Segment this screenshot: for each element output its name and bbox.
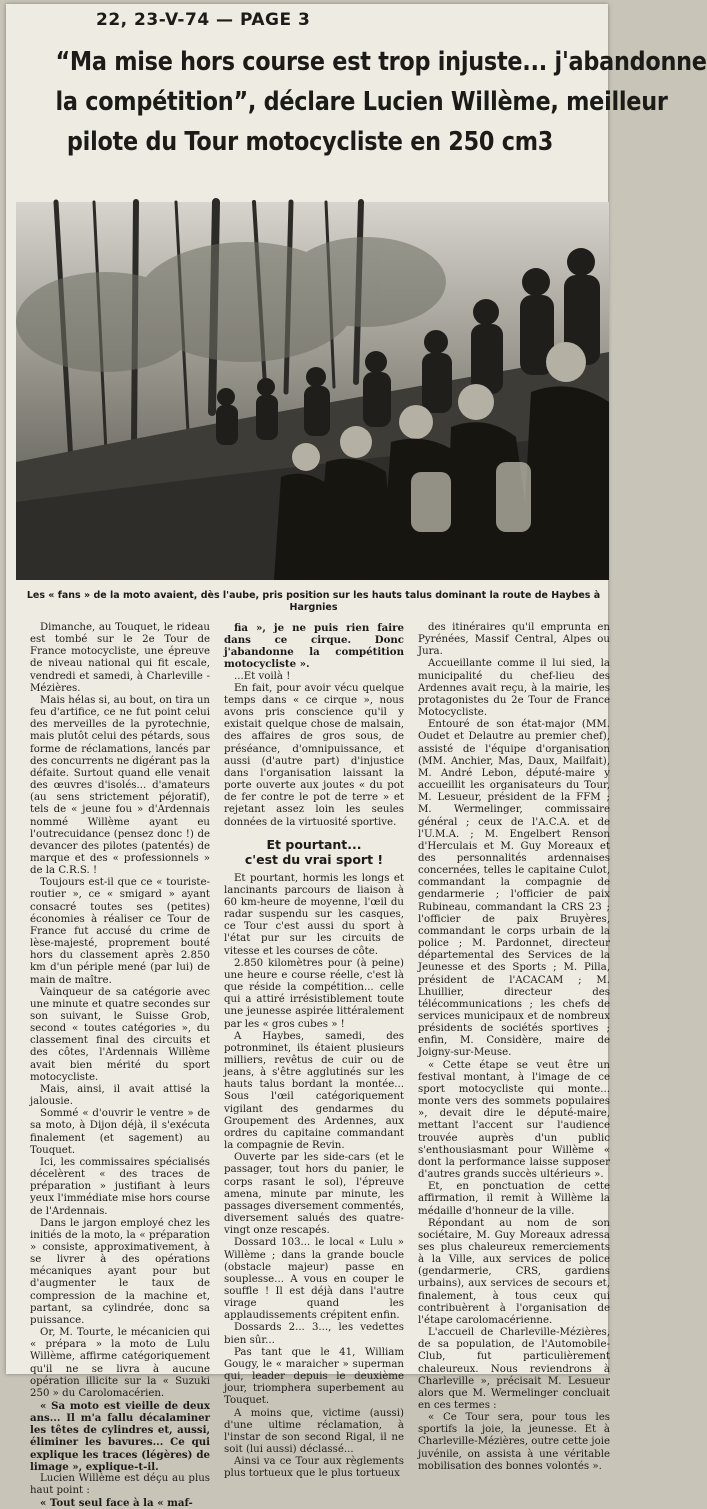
headline-line-1: “Ma mise hors course est trop injuste... j'abandonne bbox=[55, 47, 707, 77]
subhead-line-1: Et pourtant... bbox=[266, 836, 362, 852]
crowd-photo-image bbox=[16, 202, 609, 580]
paragraph: Mais hélas si, au bout, on tira un feu d'artifice, ce ne fut point celui des merveilles de la pyrotechnie, mais plutôt celui des pétards, sous forme de réclamations, lancés par des concurrents ne digérant pas la défaite. Surtout quand elle venait des œuvres d'isolés... d'amateurs (au sens strictement péjoratif), tels de « jeune fou » d'Ardennais nommé Willème ayant eu l'outrecuidance (pensez donc !) de devancer des pilotes (patentés) de marque et des « professionnels » de la C.R.S. ! bbox=[30, 694, 210, 877]
paragraph: Ainsi va ce Tour aux règlements plus tortueux que le plus tortueux bbox=[224, 1456, 404, 1480]
article-column-3 bbox=[418, 622, 611, 1472]
paragraph: des itinéraires qu'il emprunta en Pyrénées, Massif Central, Alpes ou Jura. bbox=[418, 622, 610, 658]
paragraph: Répondant au nom de son sociétaire, M. Guy Moreaux adressa ses plus chaleureux remerciements à la Ville, aux services de police (gendarmerie, CRS, gardiens urbains), aux services de secours et, finalement, à tous ceux qui contribuèrent à l'organisation de l'étape carolomacérienne. bbox=[418, 1217, 610, 1326]
paragraph: Vainqueur de sa catégorie avec une minute et quatre secondes sur son suivant, le Suisse Grob, second « toutes catégories », du classement final des circuits et des côtes, l'Ardennais Willème avait bien mérité du sport motocycliste. bbox=[30, 986, 210, 1083]
paragraph: Toujours est-il que ce « touriste-routier », ce « smigard » ayant consacré toutes ses (petites) économies à réaliser ce Tour de France fut accusé du crime de lèse-majesté, proprement bouté hors du classement après 2.850 km d'un périple mené (par lui) de main de maître. bbox=[30, 877, 210, 986]
paragraph: Dimanche, au Touquet, le rideau est tombé sur le 2e Tour de France motocycliste, une épreuve de niveau national qui fit escale, vendredi et samedi, à Charleville - Mézières. bbox=[30, 622, 210, 694]
paragraph-quote: « Sa moto est vieille de deux ans... Il m'a fallu décalaminer les têtes de cylindres et, aussi, éliminer les bavures... Ce qui explique les traces (légères) de limage », explique-t-il. bbox=[30, 1400, 210, 1473]
dateline: 22, 23-V-74 — PAGE 3 bbox=[96, 10, 311, 30]
article-column-1 bbox=[30, 622, 210, 1509]
paragraph: Mais, ainsi, il avait attisé la jalousie. bbox=[30, 1083, 210, 1108]
paragraph: Ici, les commissaires spécialisés décelèrent « des traces de préparation » justifiant à leurs yeux l'immédiate mise hors course de l'Ardennais. bbox=[30, 1156, 210, 1217]
paragraph: « Ce Tour sera, pour tous les sportifs la joie, la jeunesse. Et à Charleville-Mézières, outre cette joie juvénile, on assista à une véritable mobilisation des bonnes volontés ». bbox=[418, 1412, 611, 1472]
paragraph: Dossard 103... le local « Lulu » Willème ; dans la grande boucle (obstacle majeur) passe en souplesse... A vous en couper le souffle ! Il est déjà dans l'autre virage quand les applaudissements crépitent enfin. bbox=[224, 1237, 404, 1322]
paragraph: En fait, pour avoir vécu quelque temps dans « ce cirque », nous avons pris conscience qu'il y existait quelque chose de malsain, des affaires de gros sous, de préséance, d'omnipuissance, et aussi (d'autre part) d'injustice dans l'organisation laissant la porte ouverte aux joutes « du pot de fer contre le pot de terre » et rejetant assez loin les seules données de la virtuosité sportive. bbox=[224, 682, 404, 828]
paragraph: Ouverte par les side-cars (et le passager, tout hors du panier, le corps rasant le sol), l'épreuve amena, minute par minute, les passages diversement commentés, diversement salués des quatre-vingt onze rescapés. bbox=[224, 1152, 404, 1237]
headline-line-2: la compétition”, déclare Lucien Willème, meilleur bbox=[55, 87, 668, 117]
paragraph: Sommé « d'ouvrir le ventre » de sa moto, à Dijon déjà, il s'exécuta finalement (et sagement) au Touquet. bbox=[30, 1108, 210, 1156]
paragraph: 2.850 kilomètres pour (à peine) une heure e course réelle, c'est là que réside la compétition... celle qui a attiré irrésistiblement toute une jeunesse aspirée littéralement par les « gros cubes » ! bbox=[224, 957, 404, 1030]
paragraph: A Haybes, samedi, des potronminet, ils étaient plusieurs milliers, revêtus de cuir ou de jeans, à s'être agglutinés sur les hauts talus bordant la montée... Sous l'œil catégoriquement vigilant des gendarmes du Groupement des Ardennes, aux ordres du capitaine commandant la compagnie de Revin. bbox=[224, 1030, 404, 1152]
crowd-photo bbox=[16, 202, 609, 580]
photo-caption: Les « fans » de la moto avaient, dès l'aube, pris position sur les hauts talus dominant la route de Haybes à Hargnies bbox=[26, 590, 601, 613]
paragraph: Et pourtant, hormis les longs et lancinants parcours de liaison à 60 km-heure de moyenne, l'œil du radar suspendu sur les casques, ce Tour c'est aussi du sport à l'état pur sur les circuits de vitesse et les courses de côte. bbox=[224, 872, 404, 957]
paragraph: Lucien Willème est déçu au plus haut point : bbox=[30, 1472, 210, 1497]
article-column-2 bbox=[224, 622, 404, 1480]
paragraph: Entouré de son état-major (MM. Oudet et Delautre au premier chef), assisté de l'équipe d'organisation (MM. Anchier, Mas, Daux, Mailfait), M. André Lebon, député-maire y accueillit les organisateurs du Tour, M. Lesueur, président de la FFM ; M. Wermelinger, commissaire général ; ceux de l'A.C.A. et de l'U.M.A. ; M. Engelbert Renson d'Herculais et M. Guy Moreaux et des personnalités ardennaises concernées, telles le capitaine Culot, commandant la compagnie de gendarmerie ; l'officier de paix Rubineau, commandant la CRS 23 ; l'officier de paix Bruyères, commandant le corps urbain de la police ; M. Pardonnet, directeur départemental des Services de la Jeunesse et des Sports ; M. Pilla, président de l'ACACAM ; M. Lhuillier, directeur des télécommunications ; les chefs de services municipaux et de nombreux présidents de sociétés sportives ; enfin, M. Considère, maire de Joigny-sur-Meuse. bbox=[418, 719, 610, 1059]
paragraph: Dossards 2... 3..., les vedettes bien sûr... bbox=[224, 1322, 404, 1346]
paragraph: A moins que, victime (aussi) d'une ultime réclamation, à l'instar de son second Rigal, il ne soit (lui aussi) déclassé... bbox=[224, 1407, 404, 1455]
paragraph: Or, M. Tourte, le mécanicien qui « prépara » la moto de Lulu Willème, affirme catégoriquement qu'il ne se livra à aucune opération illicite sur la « Suzuki 250 » du Carolomacérien. bbox=[30, 1327, 210, 1399]
paragraph: Dans le jargon employé chez les initiés de la moto, la « préparation » consiste, approximativement, à se livrer à des opérations mécaniques ayant pour but d'augmenter le taux de compression de la machine et, partant, sa cylindrée, donc sa puissance. bbox=[30, 1217, 210, 1326]
paragraph: L'accueil de Charleville-Mézières, de sa population, de l'Automobile-Club, fut particulièrement chaleureux. Nous reviendrons à Charleville », précisait M. Lesueur alors que M. Wermelinger concluait en ces termes : bbox=[418, 1327, 610, 1411]
paragraph: ...Et voilà ! bbox=[234, 670, 291, 682]
section-subhead bbox=[224, 837, 404, 867]
headline bbox=[55, 42, 707, 162]
paragraph: Accueillante comme il lui sied, la municipalité du chef-lieu des Ardennes avait reçu, à la mairie, les protagonistes du 2e Tour de France Motocycliste. bbox=[418, 658, 610, 719]
paragraph: « Cette étape se veut être un festival montant, à l'image de ce sport motocycliste qui monte... monte vers des sommets populaires », devait dire le député-maire, mettant l'accent sur l'audience trouvée auprès d'un public s'enthousiasmant pour Willème « dont la performance laisse supposer d'autres grands succès ultérieurs ». bbox=[418, 1059, 610, 1181]
subhead-line-2: c'est du vrai sport ! bbox=[244, 851, 384, 867]
paragraph-quote: « Tout seul face à la « maf- bbox=[40, 1497, 193, 1509]
paragraph: Pas tant que le 41, William Gougy, le « maraicher » superman qui, leader depuis le deuxième jour, triomphera superbement au Touquet. bbox=[224, 1346, 404, 1407]
paragraph: Et, en ponctuation de cette affirmation, il remit à Willème la médaille d'honneur de la ville. bbox=[418, 1181, 610, 1217]
headline-line-3: pilote du Tour motocycliste en 250 cm3 bbox=[66, 127, 554, 157]
newspaper-clipping bbox=[6, 4, 707, 1509]
paragraph-quote: fia », je ne puis rien faire dans ce cirque. Donc j'abandonne la compétition motocycliste ». bbox=[224, 622, 404, 671]
